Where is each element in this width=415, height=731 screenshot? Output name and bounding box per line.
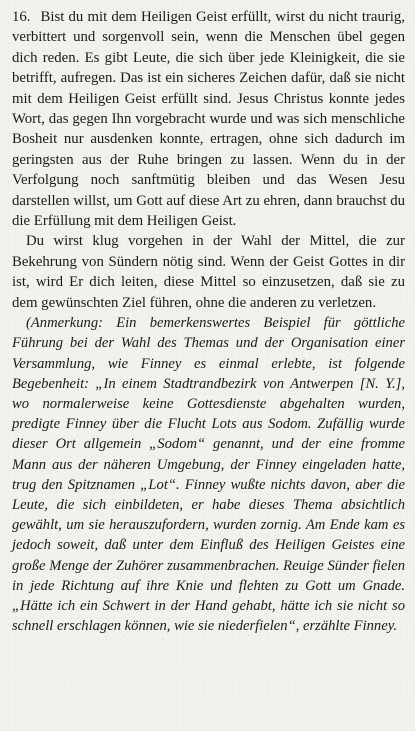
paragraph-16 (12, 7, 405, 231)
paragraph-text-2: Du wirst klug vorgehen in der Wahl der Mittel, die zur Bekehrung von Sündern nötig sind. Wenn der Geist Gottes in dir ist, wird Er dich leiten, diese Mittel so einzusetzen, daß sie zu dem gewünschten Ziel führen, ohne die anderen zu verletzen. (12, 233, 405, 311)
paragraph-number: 16. (12, 9, 31, 25)
note-paragraph: (Anmerkung: Ein bemerkenswertes Beispiel für göttliche Führung bei der Wahl des Themas und der Organisation einer Versammlung, wie Finney es einmal erlebte, ist folgende Begebenheit: „In einem Stadtrandbezirk von Antwerpen [N. Y.], wo normalerweise keine Gottesdienste abgehalten wurden, predigte Finney über die Flucht Lots aus Sodom. Zufällig wurde dieser Ort allgemein „Sodom“ genannt, und der eine fromme Mann aus der näheren Umgebung, der Finney eingeladen hatte, trug den Spitznamen „Lot“. Finney wußte nichts davon, aber die Leute, die sich einbildeten, er habe dieses Thema absichtlich gewählt, um sie herauszufordern, wurden zornig. Am Ende kam es jedoch soweit, daß unter dem Einfluß des Heiligen Geistes eine große Menge der Zuhörer zusammenbrachen. Reuige Sünder fielen in jede Richtung auf ihre Knie und flehten zu Gott um Gnade. „Hätte ich ein Schwert in der Hand gehabt, hätte ich sie nicht so schnell erschlagen können, wie sie niederfielen“, erzählte Finney. (12, 315, 405, 635)
paragraph-text-1: Bist du mit dem Heiligen Geist erfüllt, wirst du nicht traurig, verbittert und sorgenvoll sein, wenn die Menschen übel gegen dich reden. Es gibt Leute, die sich über jede Kleinigkeit, die sie betrifft, aufregen. Das ist ein sicheres Zeichen dafür, daß sie nicht mit dem Heiligen Geist erfüllt sind. Jesus Christus konnte jedes Wort, das gegen Ihn vorgebracht wurde und was sich menschliche Bosheit nur ausdenken konnte, ertragen, ohne sich dadurch im geringsten aus der Ruhe bringen zu lassen. Wenn du in der Verfolgung noch sanftmütig bleiben und das Wesen Jesu darstellen willst, um Gott auf diese Art zu ehren, dann brauchst du die Erfüllung mit dem Heiligen Geist. (12, 9, 405, 230)
